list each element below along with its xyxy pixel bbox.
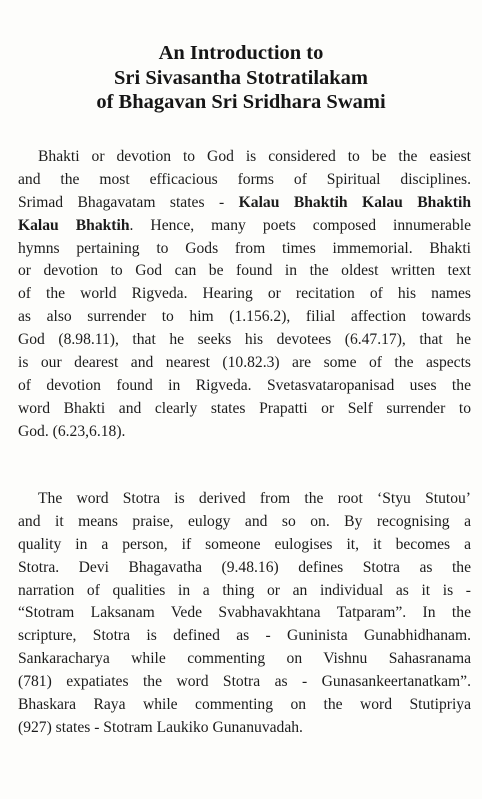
paragraph-line: word Bhakti and clearly states Prapatti or Self surrender to xyxy=(18,399,471,417)
paragraph-line: quality in a person, if someone eulogises it, it becomes a xyxy=(18,535,471,553)
paragraph-line: Stotra. Devi Bhagavatha (9.48.16) defines Stotra as the xyxy=(18,558,471,576)
title-line-3: of Bhagavan Sri Sridhara Swami xyxy=(96,91,386,113)
paragraph-line: (927) states - Stotram Laukiko Gunanuvadah. xyxy=(18,718,303,736)
title-line-1: An Introduction to xyxy=(158,42,324,64)
paragraph-line: scripture, Stotra is defined as - Guninista Gunabhidhanam. xyxy=(18,627,471,645)
paragraph-line: Bhakti or devotion to God is considered to be the easiest xyxy=(38,148,471,165)
paragraph-line: God (8.98.11), that he seeks his devotees (6.47.17), that he xyxy=(18,331,471,349)
text-span: Srimad Bhagavatam states - xyxy=(18,193,239,211)
paragraph-stotra xyxy=(18,488,471,740)
page-title xyxy=(0,41,482,115)
paragraph-line: of the world Rigveda. Hearing or recitation of his names xyxy=(18,285,471,303)
paragraph-line: (781) expatiates the word Stotra as - Gunasankeertanatkam”. xyxy=(18,673,471,691)
paragraph-line xyxy=(18,215,471,238)
paragraph-line: hymns pertaining to Gods from times immemorial. Bhakti xyxy=(18,239,471,257)
paragraph-line: of devotion found in Rigveda. Svetasvataropanisad uses the xyxy=(18,376,471,394)
paragraph-bhakti xyxy=(18,146,471,444)
paragraph-line: narration of qualities in a thing or an individual as it is - xyxy=(18,581,471,599)
bold-quote: Kalau Bhaktih xyxy=(18,216,130,234)
paragraph-line: and it means praise, eulogy and so on. By recognising a xyxy=(18,512,471,530)
paragraph-line: is our dearest and nearest (10.82.3) are some of the aspects xyxy=(18,354,471,372)
bold-quote: Kalau Bhaktih Kalau Bhaktih xyxy=(238,193,471,211)
text-span: . Hence, many poets composed innumerable xyxy=(129,216,471,234)
paragraph-line: God. (6.23,6.18). xyxy=(18,422,126,440)
title-line-2: Sri Sivasantha Stotratilakam xyxy=(114,66,368,89)
paragraph-line: Bhaskara Raya while commenting on the word Stutipriya xyxy=(18,696,471,714)
paragraph-line xyxy=(18,192,471,215)
paragraph-line: or devotion to God can be found in the oldest written text xyxy=(18,262,471,280)
paragraph-line: The word Stotra is derived from the root ‘Styu Stutou’ xyxy=(38,490,471,507)
paragraph-line: as also surrender to him (1.156.2), filial affection towards xyxy=(18,308,471,326)
paragraph-line: “Stotram Laksanam Vede Svabhavakhtana Tatparam”. In the xyxy=(18,604,471,622)
paragraph-line: Sankaracharya while commenting on Vishnu Sahasranama xyxy=(18,650,471,668)
paragraph-line: and the most efficacious forms of Spiritual disciplines. xyxy=(18,170,471,188)
